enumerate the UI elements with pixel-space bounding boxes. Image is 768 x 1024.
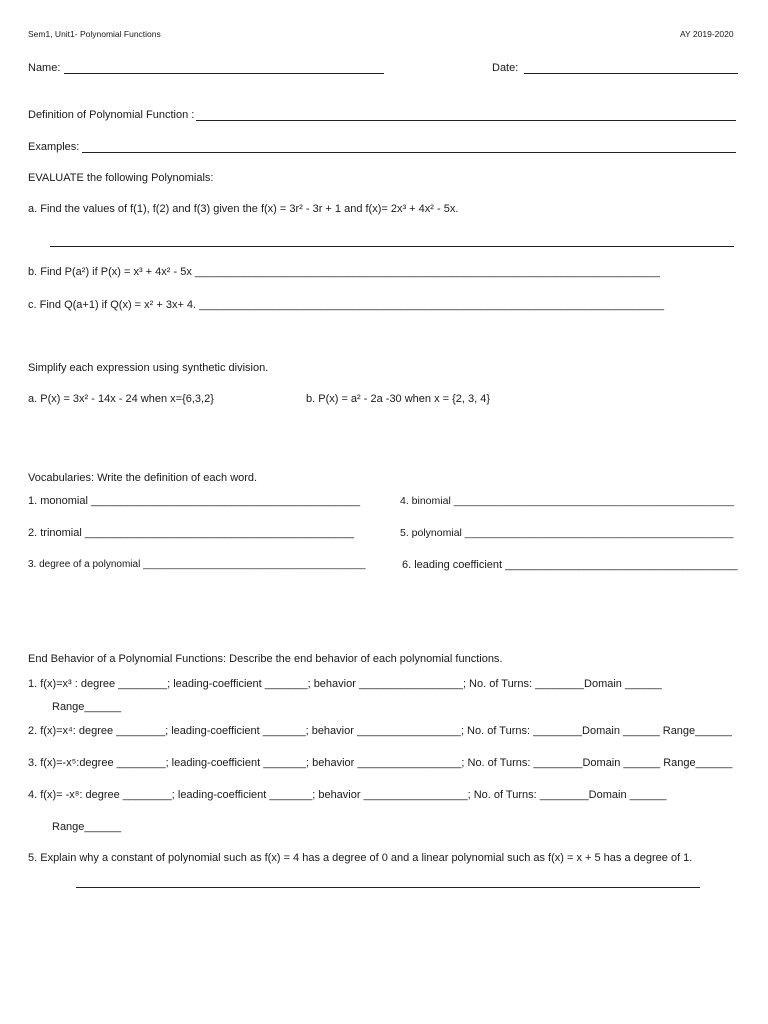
end-behavior-item-1-range: Range______ (52, 701, 122, 713)
end-behavior-item-4-range: Range______ (52, 821, 122, 833)
vocab-item-trinomial: 2. trinomial ____________________________________________ (28, 527, 355, 539)
synthetic-heading: Simplify each expression using synthetic division. (28, 362, 269, 374)
synthetic-item-a: a. P(x) = 3x² - 14x - 24 when x={6,3,2} (28, 393, 214, 405)
vocab-item-binomial: 4. binomial ________________________________________________ (400, 495, 734, 507)
examples-blank[interactable] (82, 152, 736, 153)
evaluate-item-a-blank[interactable] (50, 246, 734, 247)
definition-blank[interactable] (196, 120, 736, 121)
date-blank[interactable] (524, 73, 738, 74)
vocab-item-polynomial: 5. polynomial ______________________________________________ (400, 527, 734, 539)
evaluate-heading: EVALUATE the following Polynomials: (28, 172, 214, 184)
vocab-item-degree: 3. degree of a polynomial ________________________________________ (28, 559, 366, 570)
end-behavior-item-1: 1. f(x)=x³ : degree ________; leading-coefficient _______; behavior _________________; No. of Turns: ________Domain ______ (28, 678, 662, 690)
end-behavior-item-3: 3. f(x)=-x⁵:degree ________; leading-coefficient _______; behavior _________________; No. of Turns: ________Domain ______ Range______ (28, 757, 733, 769)
name-blank[interactable] (64, 73, 384, 74)
end-behavior-item-5: 5. Explain why a constant of polynomial such as f(x) = 4 has a degree of 0 and a linear polynomial such as f(x) = x + 5 has a degree of 1. (28, 852, 693, 864)
evaluate-item-c: c. Find Q(a+1) if Q(x) = x² + 3x+ 4. ____________________________________________________________________________ (28, 299, 665, 311)
header-unit-title: Sem1, Unit1- Polynomial Functions (28, 29, 161, 39)
vocab-heading: Vocabularies: Write the definition of each word. (28, 472, 258, 484)
evaluate-item-b: b. Find P(a²) if P(x) = x³ + 4x² - 5x ____________________________________________________________________________ (28, 266, 660, 278)
synthetic-item-b: b. P(x) = a² - 2a -30 when x = {2, 3, 4} (306, 393, 491, 405)
end-behavior-item-4: 4. f(x)= -x⁸: degree ________; leading-coefficient _______; behavior _________________; No. of Turns: ________Domain ______ (28, 789, 667, 801)
end-behavior-item-2: 2. f(x)=x⁴: degree ________; leading-coefficient _______; behavior _________________; No. of Turns: ________Domain ______ Range______ (28, 725, 732, 737)
date-label: Date: (492, 62, 519, 74)
definition-label: Definition of Polynomial Function : (28, 109, 195, 121)
examples-label: Examples: (28, 141, 80, 153)
vocab-item-leading-coefficient: 6. leading coefficient ______________________________________ (402, 559, 738, 571)
vocab-item-monomial: 1. monomial ____________________________________________ (28, 495, 361, 507)
end-behavior-heading: End Behavior of a Polynomial Functions: Describe the end behavior of each polynomial functions. (28, 653, 503, 665)
header-academic-year: AY 2019-2020 (680, 29, 734, 39)
end-behavior-item-5-blank[interactable] (76, 887, 700, 888)
evaluate-item-a: a. Find the values of f(1), f(2) and f(3) given the f(x) = 3r² - 3r + 1 and f(x)= 2x³ + 4x² - 5x. (28, 203, 459, 215)
name-label: Name: (28, 62, 61, 74)
